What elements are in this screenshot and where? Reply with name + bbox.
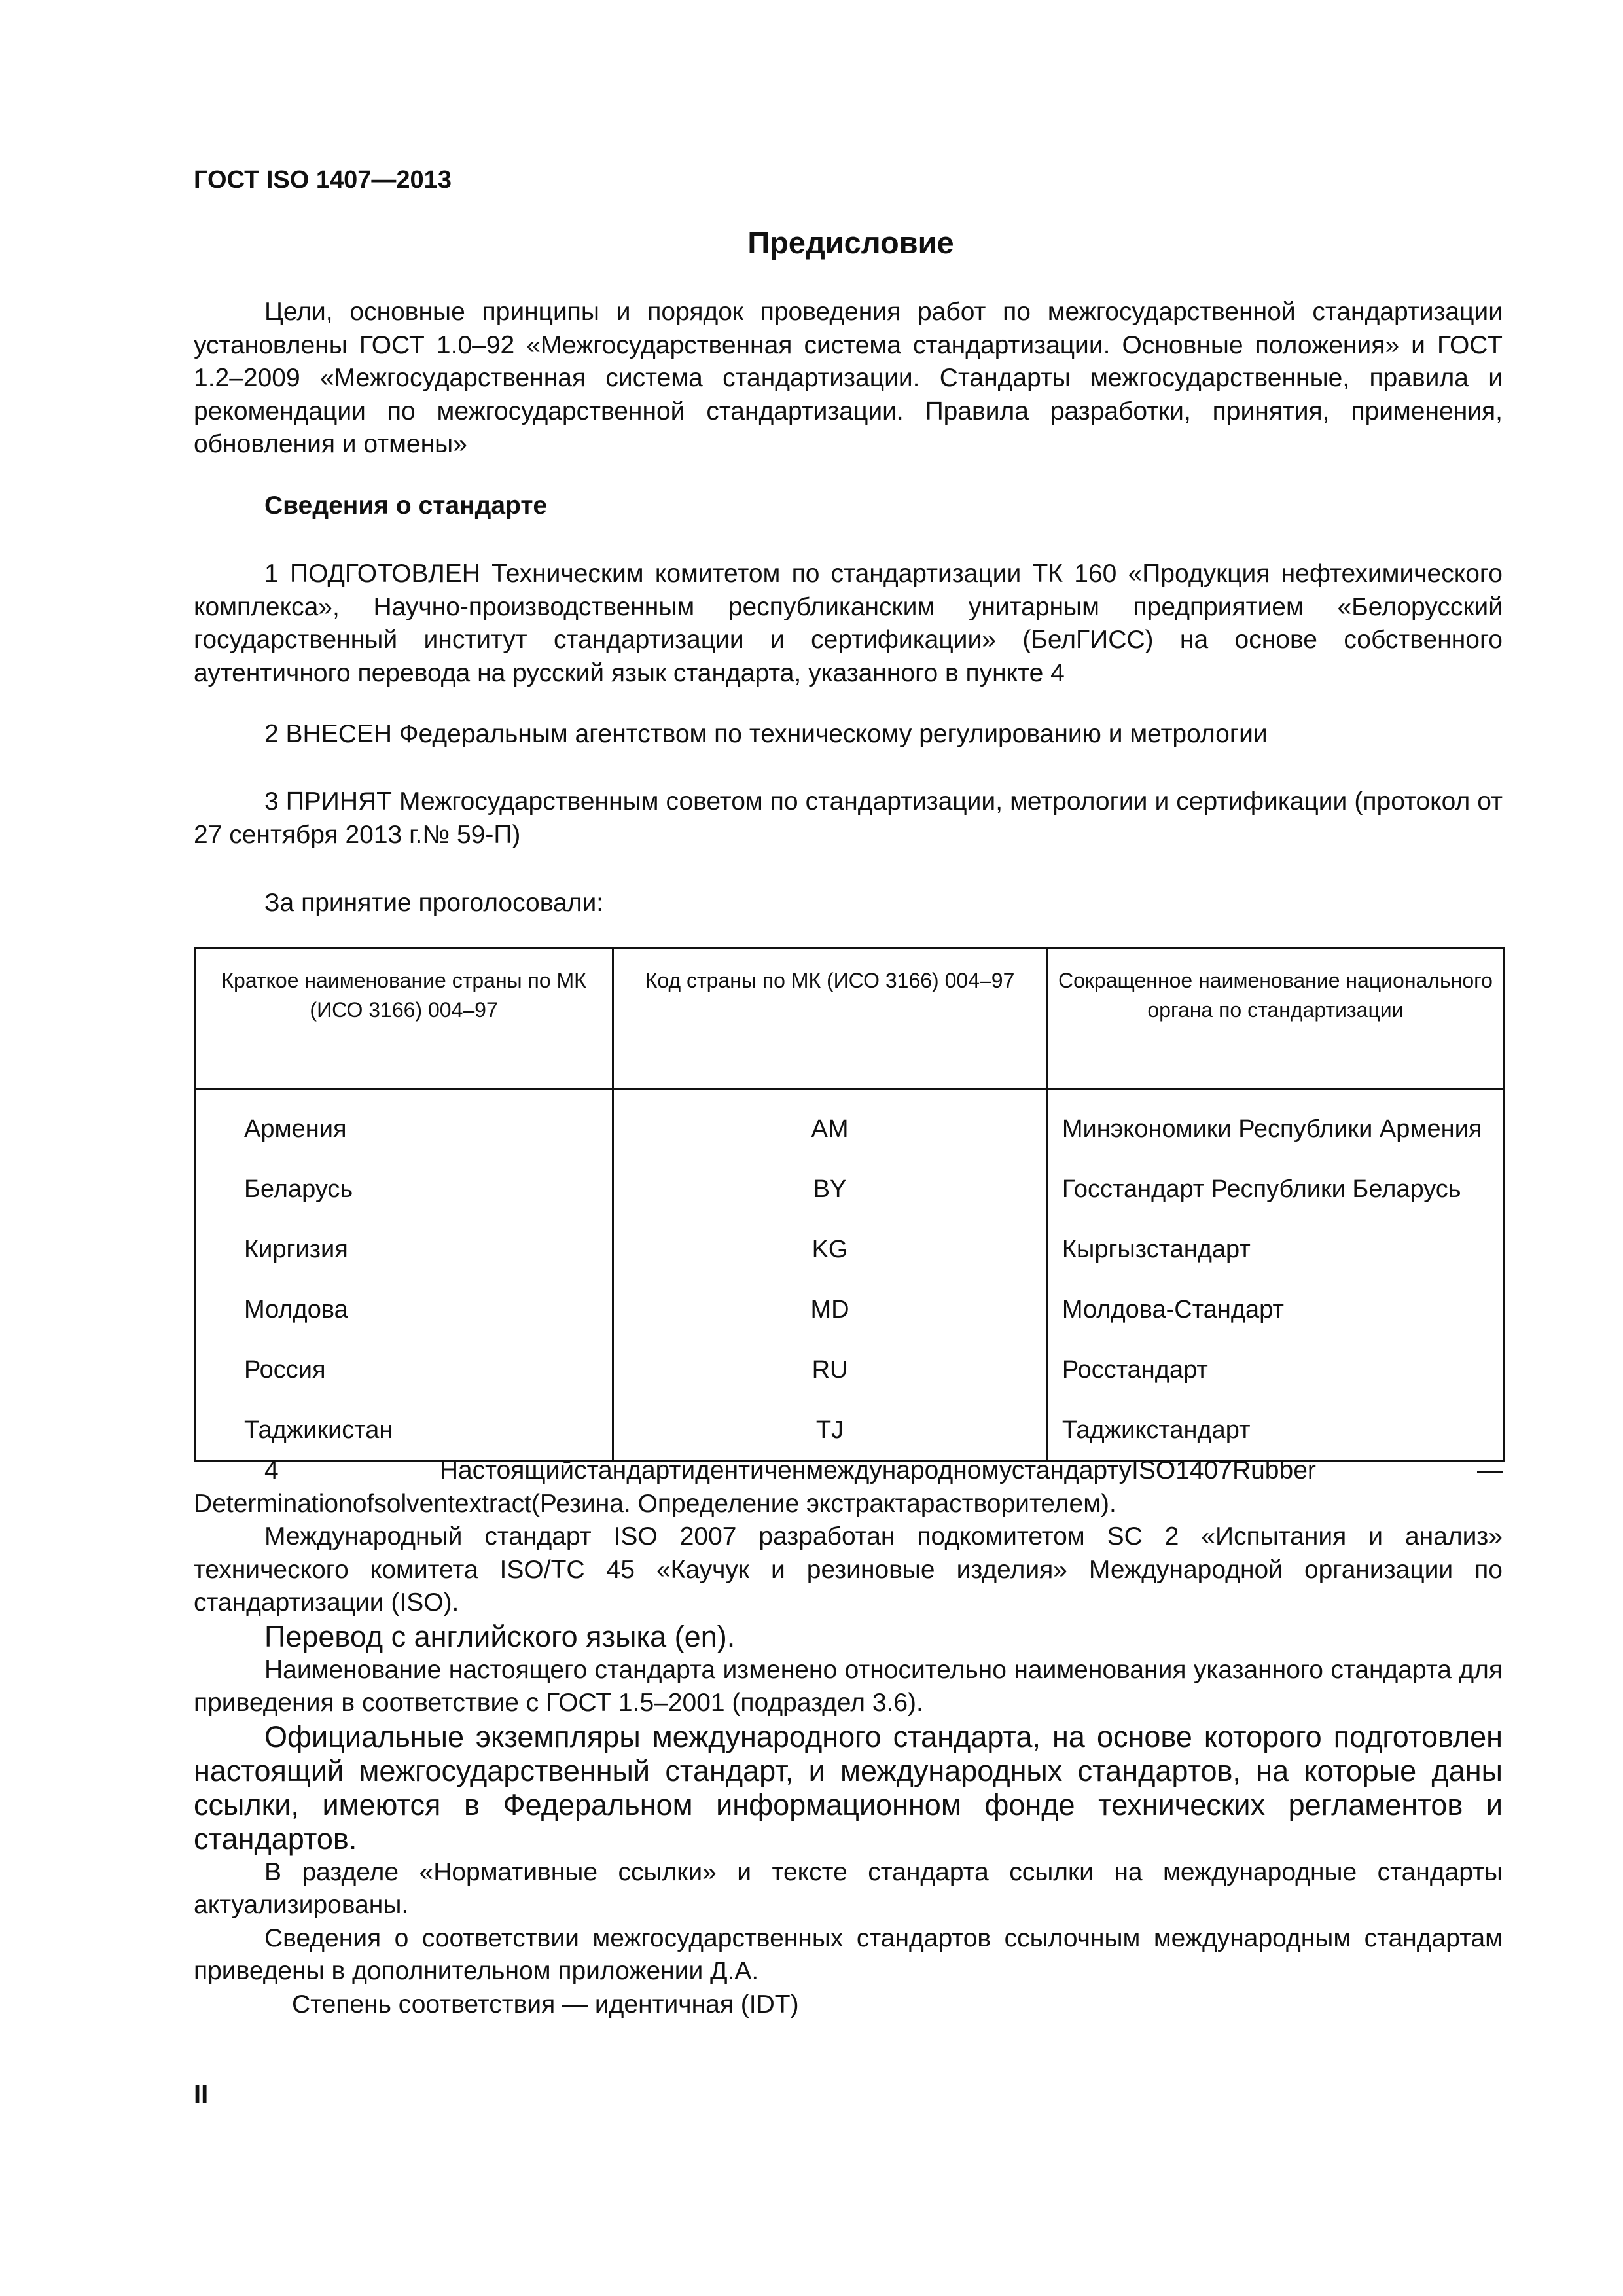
item2-section [194,718,1503,751]
page-number: II [194,2080,209,2109]
document-code: ГОСТ ISO 1407—2013 [194,166,452,194]
national-body: Росстандарт [1046,1340,1504,1400]
annex-paragraph: Сведения о соответствии межгосударственных стандартов ссылочным международным стандартам приведены в дополнительном приложении Д.А. [194,1924,1503,1985]
info-section [194,490,1503,523]
col-header-code: Код страны по МК (ИСО 3166) 004–97 [613,948,1047,1090]
official-copies-paragraph: Официальные экземпляры международного стандарта, на основе которого подготовлен настоящий межгосударственный стандарт, и международных стандартов, на которые даны ссылки, имеются в Федеральном информационном фонде технических регламентов и стандартов. [194,1719,1503,1856]
item3-section [194,785,1503,852]
intro-section [194,296,1503,461]
country-code: AM [613,1089,1047,1159]
national-body: Кыргызстандарт [1046,1219,1504,1280]
country-name: Молдова [195,1280,613,1340]
col-header-country: Краткое наименование страны по МК (ИСО 3166) 004–97 [195,948,613,1090]
translation-paragraph: Перевод с английского языка (en). [264,1619,736,1653]
item3-paragraph: 3 ПРИНЯТ Межгосударственным советом по стандартизации, метрологии и сертификации (протокол от 27 сентября 2013 г.№ 59-П) [194,787,1503,849]
national-body: Госстандарт Республики Беларусь [1046,1159,1504,1219]
voting-table [194,947,1505,1462]
table-row [195,1159,1505,1219]
table-row [195,1280,1505,1340]
item1-paragraph: 1 ПОДГОТОВЛЕН Техническим комитетом по стандартизации ТК 160 «Продукция нефтехимического комплекса», Научно-производственным республиканским унитарным предприятием «Белорусский государственный институт стандартизации и сертификации» (БелГИСС) на основе собственного аутентичного перевода на русский язык стандарта, указанного в пункте 4 [194,560,1503,687]
country-name: Армения [195,1089,613,1159]
country-code: MD [613,1280,1047,1340]
voted-line: За принятие проголосовали: [264,889,604,917]
section-title: Предисловие [747,225,954,260]
country-name: Киргизия [195,1219,613,1280]
country-code: TJ [613,1400,1047,1462]
country-code: RU [613,1340,1047,1400]
name-change-paragraph: Наименование настоящего стандарта изменено относительно наименования указанного стандарта для приведения в соответствие с ГОСТ 1.5–2001 (подраздел 3.6). [194,1655,1503,1717]
conformity-degree: Степень соответствия — идентичная (IDT) [292,1990,799,2018]
col-header-body: Сокращенное наименование национального органа по стандартизации [1046,948,1504,1090]
intro-paragraph: Цели, основные принципы и порядок проведения работ по межгосударственной стандартизации установлены ГОСТ 1.0–92 «Межгосударственная система стандартизации. Основные положения» и ГОСТ 1.2–2009 «Межгосударственная система стандартизации. Стандарты межгосударственные, правила и рекомендации по межгосударственной стандартизации. Правила разработки, принятия, применения, обновления и отмены» [194,298,1503,458]
country-name: Беларусь [195,1159,613,1219]
country-name: Россия [195,1340,613,1400]
country-name: Таджикистан [195,1400,613,1462]
item2-paragraph: 2 ВНЕСЕН Федеральным агентством по техническому регулированию и метрологии [264,720,1268,748]
iso-paragraph: Международный стандарт ISO 2007 разработан подкомитетом SC 2 «Испытания и анализ» технического комитета ISO/TC 45 «Каучук и резиновые изделия» Международной организации по стандартизации (ISO). [194,1522,1503,1617]
item1-section [194,558,1503,690]
table-row [195,1400,1505,1462]
table-header-row [195,948,1505,1090]
country-code: BY [613,1159,1047,1219]
item4-section [194,1454,1503,2021]
info-heading: Сведения о стандарте [264,492,548,520]
national-body: Молдова-Стандарт [1046,1280,1504,1340]
voted-section [194,887,1503,920]
national-body: Таджикстандарт [1046,1400,1504,1462]
table-row [195,1219,1505,1280]
table-row [195,1340,1505,1400]
country-code: KG [613,1219,1047,1280]
references-paragraph: В разделе «Нормативные ссылки» и тексте стандарта ссылки на международные стандарты актуализированы. [194,1857,1503,1919]
national-body: Минэкономики Республики Армения [1046,1089,1504,1159]
table-row [195,1089,1505,1159]
item4-paragraph: 4 НастоящийстандартидентиченмеждународномустандартуISO1407Rubber — Determinationofsolventextract(Резина. Определение экстрактарастворителем). [194,1456,1503,1518]
